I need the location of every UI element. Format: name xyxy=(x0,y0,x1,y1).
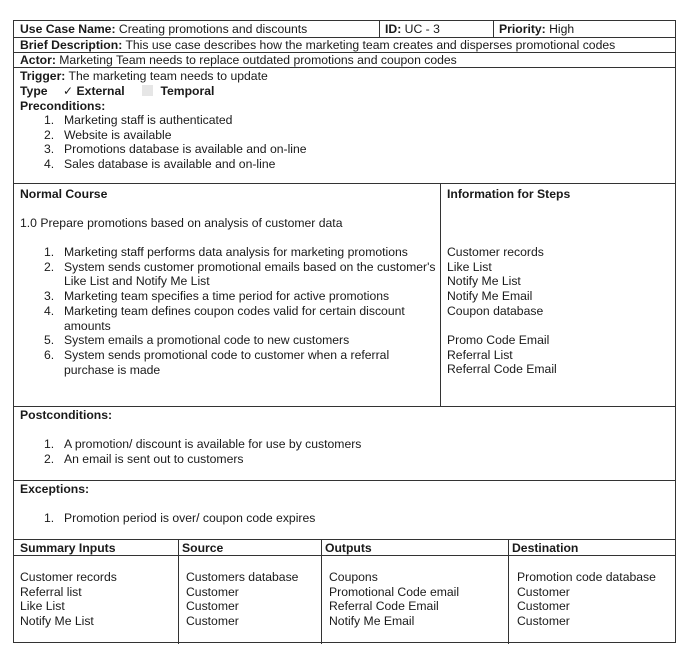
step-item xyxy=(14,304,436,333)
item-text: Marketing staff is authenticated xyxy=(64,113,233,127)
rule-normal-course xyxy=(14,406,675,407)
external-label: External xyxy=(76,84,125,98)
priority-label: Priority: xyxy=(499,22,546,36)
trigger-label: Trigger: xyxy=(20,69,66,83)
table-cell: Coupons xyxy=(329,570,378,584)
info-steps-group-2 xyxy=(447,333,557,377)
table-cell: Customers database xyxy=(186,570,299,584)
info-item: Promo Code Email xyxy=(447,333,550,347)
summary-inputs-column xyxy=(20,570,117,629)
step-item xyxy=(14,333,436,348)
table-cell: Referral Code Email xyxy=(329,599,439,614)
outputs-column xyxy=(329,570,459,629)
list-item xyxy=(14,142,614,157)
postconditions-title xyxy=(20,408,112,422)
id-label: ID: xyxy=(385,22,402,36)
exceptions-title xyxy=(20,482,89,496)
list-item xyxy=(14,113,614,128)
preconditions-label: Preconditions: xyxy=(20,99,106,113)
table-cell: Like List xyxy=(20,599,65,614)
exceptions-list xyxy=(14,511,614,526)
step-number: 5. xyxy=(44,333,55,348)
source-header xyxy=(182,541,223,555)
table-cell: Customer xyxy=(517,584,570,599)
preconditions-title xyxy=(20,99,105,113)
header-text: Summary Inputs xyxy=(20,541,116,555)
rule-postconditions xyxy=(14,480,675,481)
id-value: UC - 3 xyxy=(404,22,440,36)
normal-course-intro: 1.0 Prepare promotions based on analysis of customer data xyxy=(20,216,343,230)
info-steps-title xyxy=(447,187,570,201)
priority-value: High xyxy=(549,22,575,36)
step-number: 3. xyxy=(44,289,55,304)
info-steps-group-1 xyxy=(447,245,544,319)
trigger xyxy=(20,69,268,83)
rule-summary-header xyxy=(14,555,675,556)
table-cell: Promotion code database xyxy=(517,570,656,584)
list-item xyxy=(14,452,614,467)
table-cell: Customer xyxy=(186,599,239,614)
actor xyxy=(20,53,457,67)
step-item xyxy=(14,260,436,289)
table-cell: Customer xyxy=(517,599,570,614)
actor-label: Actor: xyxy=(20,53,56,67)
source-column xyxy=(186,570,298,629)
rule-actor xyxy=(14,67,675,68)
item-number: 3. xyxy=(44,142,55,157)
divider-outputs xyxy=(321,539,322,644)
use-case-id xyxy=(385,22,440,36)
use-case-document xyxy=(13,20,676,643)
item-number: 2. xyxy=(44,127,55,142)
divider-priority xyxy=(493,21,494,37)
type-label: Type xyxy=(20,84,48,98)
external-check-icon: ✓ xyxy=(62,84,74,98)
header-text: Source xyxy=(182,541,224,555)
item-text: A promotion/ discount is available for use by customers xyxy=(64,437,362,451)
step-text: Marketing team specifies a time period for active promotions xyxy=(64,289,390,304)
step-number: 6. xyxy=(44,347,55,362)
use-case-name xyxy=(20,22,307,36)
list-item xyxy=(14,511,614,526)
info-item: Like List xyxy=(447,259,492,274)
step-item xyxy=(14,289,436,304)
step-number: 1. xyxy=(44,245,55,259)
item-text: An email is sent out to customers xyxy=(64,451,244,466)
info-item: Notify Me List xyxy=(447,274,521,289)
item-text: Promotion period is over/ coupon code expires xyxy=(64,511,316,525)
normal-course-label: Normal Course xyxy=(20,187,108,201)
step-text: Marketing staff performs data analysis for marketing promotions xyxy=(64,245,408,259)
destination-header xyxy=(512,541,578,555)
step-item xyxy=(14,245,436,260)
header-text: Destination xyxy=(512,541,579,555)
info-item: Referral List xyxy=(447,347,513,362)
step-text: System sends customer promotional emails based on the customer's Like List and Notify Me List xyxy=(64,259,436,289)
divider-info xyxy=(440,183,441,406)
use-case-name-label: Use Case Name: xyxy=(20,22,116,36)
info-item: Customer records xyxy=(447,245,544,259)
rule-exceptions xyxy=(14,539,675,540)
table-cell: Notify Me List xyxy=(20,614,94,629)
temporal-checkbox-icon xyxy=(142,85,153,96)
preconditions-list xyxy=(14,113,614,172)
item-number: 4. xyxy=(44,157,55,172)
item-number: 1. xyxy=(44,113,55,127)
divider-destination xyxy=(508,539,509,644)
step-number: 2. xyxy=(44,259,55,274)
table-cell: Notify Me Email xyxy=(329,614,415,629)
normal-course-steps xyxy=(14,245,436,377)
step-text: System emails a promotional code to new customers xyxy=(64,333,350,348)
rule-preconditions xyxy=(14,183,675,184)
destination-column xyxy=(517,570,656,629)
outputs-header xyxy=(325,541,372,555)
info-item: Notify Me Email xyxy=(447,289,533,304)
step-text: Marketing team defines coupon codes valid for certain discount amounts xyxy=(64,303,405,333)
step-text: System sends promotional code to customer when a referral purchase is made xyxy=(64,347,390,377)
list-item xyxy=(14,157,614,172)
trigger-type xyxy=(20,84,214,98)
table-cell: Customer xyxy=(517,614,570,629)
temporal-label: Temporal xyxy=(160,84,215,98)
normal-course-title xyxy=(20,187,107,201)
table-cell: Customer xyxy=(186,584,239,599)
brief-label: Brief Description: xyxy=(20,38,123,52)
info-item: Coupon database xyxy=(447,303,544,318)
step-number: 4. xyxy=(44,303,55,318)
trigger-value: The marketing team needs to update xyxy=(68,69,268,83)
header-text: Outputs xyxy=(325,541,372,555)
info-item: Referral Code Email xyxy=(447,362,557,377)
list-item xyxy=(14,437,614,452)
brief-value: This use case describes how the marketing team creates and disperses promotional codes xyxy=(125,38,616,52)
use-case-name-value: Creating promotions and discounts xyxy=(118,22,308,36)
actor-value: Marketing Team needs to replace outdated promotions and coupon codes xyxy=(59,53,457,67)
item-text: Promotions database is available and on-line xyxy=(64,142,307,157)
table-cell: Customer records xyxy=(20,570,117,584)
brief-description xyxy=(20,38,615,52)
item-number: 1. xyxy=(44,437,55,451)
table-cell: Referral list xyxy=(20,584,82,599)
item-number: 1. xyxy=(44,511,55,525)
postconditions-list xyxy=(14,437,614,466)
table-cell: Customer xyxy=(186,614,239,629)
list-item xyxy=(14,128,614,143)
divider-id xyxy=(379,21,380,37)
exceptions-label: Exceptions: xyxy=(20,482,90,496)
priority xyxy=(499,22,574,36)
divider-source xyxy=(178,539,179,644)
item-text: Website is available xyxy=(64,127,172,142)
item-text: Sales database is available and on-line xyxy=(64,157,276,172)
table-cell: Promotional Code email xyxy=(329,584,460,599)
postconditions-label: Postconditions: xyxy=(20,408,113,422)
info-steps-label: Information for Steps xyxy=(447,187,571,201)
item-number: 2. xyxy=(44,451,55,466)
step-item xyxy=(14,348,436,377)
summary-inputs-header xyxy=(20,541,116,555)
